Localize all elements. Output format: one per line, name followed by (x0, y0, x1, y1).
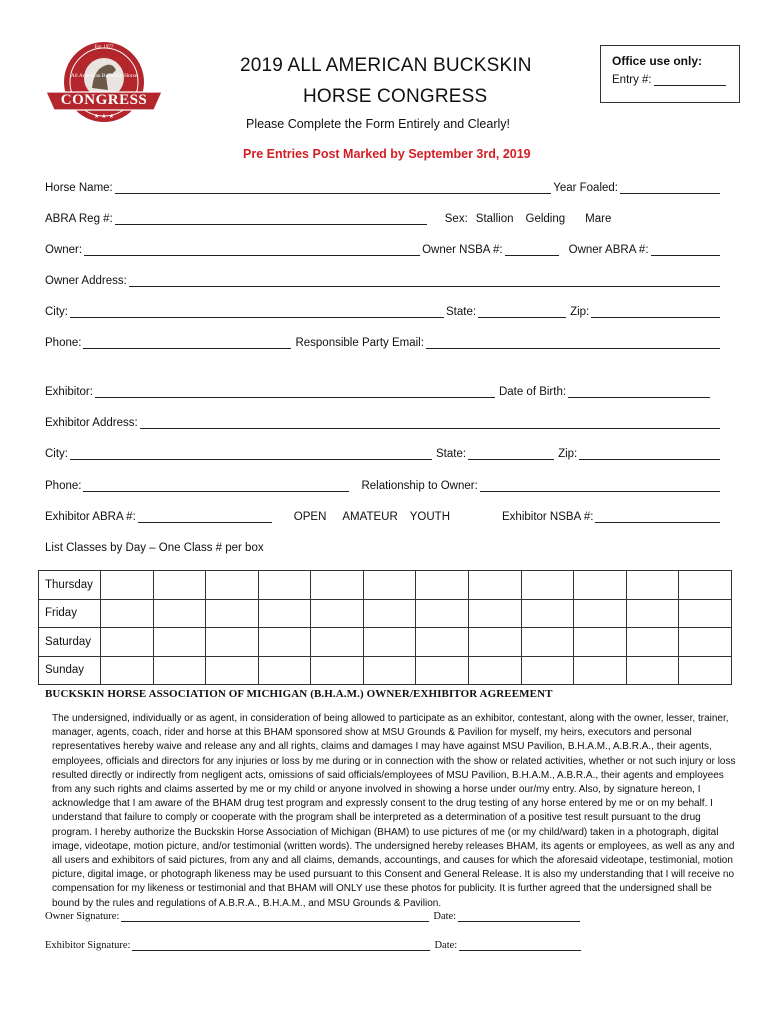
exhibitor-label: Exhibitor: (45, 386, 93, 398)
abra-reg-label: ABRA Reg #: (45, 213, 113, 225)
exhibitor-address-label: Exhibitor Address: (45, 417, 138, 429)
class-number-box[interactable] (626, 628, 679, 657)
office-use-heading: Office use only: (612, 54, 703, 68)
form-instructions: Please Complete the Form Entirely and Clearly! (246, 117, 511, 131)
class-number-box[interactable] (311, 656, 364, 685)
owner-nsba-label: Owner NSBA #: (422, 244, 503, 256)
class-number-box[interactable] (416, 628, 469, 657)
owner-blank[interactable] (84, 244, 420, 256)
relationship-blank[interactable] (480, 480, 720, 492)
row-owner-phone (45, 337, 722, 349)
exhibitor-blank[interactable] (95, 386, 495, 398)
division-option-youth[interactable]: YOUTH (409, 511, 450, 523)
classes-heading: List Classes by Day – One Class # per box (45, 542, 264, 554)
class-number-box[interactable] (258, 628, 311, 657)
row-exhibitor-phone (45, 480, 722, 492)
class-number-box[interactable] (153, 628, 206, 657)
class-number-box[interactable] (258, 599, 311, 628)
class-day-label: Saturday (39, 628, 101, 657)
congress-logo (42, 40, 166, 126)
class-number-box[interactable] (206, 656, 259, 685)
owner-signature-blank[interactable] (121, 911, 429, 922)
year-foaled-blank[interactable] (620, 182, 720, 194)
sex-option-gelding[interactable]: Gelding (525, 213, 566, 225)
owner-phone-blank[interactable] (83, 337, 291, 349)
exhibitor-abra-label: Exhibitor ABRA #: (45, 511, 136, 523)
class-number-box[interactable] (679, 656, 732, 685)
class-number-box[interactable] (363, 599, 416, 628)
exhibitor-city-blank[interactable] (70, 448, 432, 460)
class-number-box[interactable] (574, 599, 627, 628)
exhibitor-state-blank[interactable] (468, 448, 554, 460)
relationship-label: Relationship to Owner: (361, 480, 478, 492)
class-number-box[interactable] (416, 656, 469, 685)
row-exhibitor-abra (45, 511, 722, 523)
owner-abra-blank[interactable] (651, 244, 720, 256)
exhibitor-zip-blank[interactable] (579, 448, 720, 460)
class-number-box[interactable] (679, 628, 732, 657)
row-owner-address (45, 275, 722, 287)
responsible-email-label: Responsible Party Email: (295, 337, 424, 349)
class-number-box[interactable] (363, 656, 416, 685)
entry-number-blank[interactable] (654, 74, 726, 86)
class-number-box[interactable] (311, 628, 364, 657)
exhibitor-zip-label: Zip: (558, 448, 578, 460)
row-horse-name (45, 182, 722, 194)
class-number-box[interactable] (101, 599, 154, 628)
class-number-box[interactable] (206, 599, 259, 628)
row-exhibitor-signature (45, 940, 583, 951)
sex-option-stallion[interactable]: Stallion (475, 213, 514, 225)
exhibitor-state-label: State: (436, 448, 467, 460)
class-number-box[interactable] (258, 656, 311, 685)
owner-state-blank[interactable] (478, 306, 566, 318)
exhibitor-phone-label: Phone: (45, 480, 82, 492)
row-owner (45, 244, 722, 256)
office-use-box (600, 45, 740, 103)
class-number-box[interactable] (679, 599, 732, 628)
class-row-friday (39, 599, 732, 628)
row-owner-signature (45, 911, 582, 922)
responsible-email-blank[interactable] (426, 337, 720, 349)
svg-text:★ ★ ★: ★ ★ ★ (94, 113, 114, 120)
class-number-box[interactable] (101, 656, 154, 685)
class-number-box[interactable] (521, 599, 574, 628)
owner-date-blank[interactable] (458, 911, 580, 922)
exhibitor-signature-blank[interactable] (132, 940, 430, 951)
owner-label: Owner: (45, 244, 83, 256)
class-number-box[interactable] (206, 571, 259, 600)
class-number-box[interactable] (469, 656, 522, 685)
owner-state-label: State: (446, 306, 477, 318)
division-option-open[interactable]: OPEN (293, 511, 327, 523)
division-option-amateur[interactable]: AMATEUR (342, 511, 398, 523)
class-number-box[interactable] (153, 599, 206, 628)
exhibitor-abra-blank[interactable] (138, 511, 272, 523)
owner-city-blank[interactable] (70, 306, 444, 318)
row-owner-city (45, 306, 722, 318)
owner-nsba-blank[interactable] (505, 244, 559, 256)
exhibitor-signature-label: Exhibitor Signature: (45, 940, 131, 951)
exhibitor-nsba-label: Exhibitor NSBA #: (502, 511, 594, 523)
class-number-box[interactable] (311, 571, 364, 600)
class-row-saturday (39, 628, 732, 657)
class-number-box[interactable] (469, 599, 522, 628)
owner-city-label: City: (45, 306, 68, 318)
sex-label: Sex: (444, 213, 468, 225)
class-number-box[interactable] (416, 571, 469, 600)
class-number-box[interactable] (521, 656, 574, 685)
class-row-thursday (39, 571, 732, 600)
class-day-label: Friday (39, 599, 101, 628)
agreement-body: The undersigned, individually or as agent, in consideration of being allowed to participate as an exhibitor, contestant, along with the owner, lesser, trainer, manager, agents, coach, rider and horse at this BHAM sponsored show at MSU Grounds & Pavilion for myself, my heirs, executors and personal representatives hereby waive and release any and all rights, claims and damages I may have against MSU Pavilion, B.H.A.M., A.B.R.A., their agents, employees, officials and directors for any injuries or loss by me during or in connection with the show or related activities, whether or not such injury or loss resulted directly or indirectly from negligent acts, omissions of said officials/employees of MSU Pavilion, B.H.A.M., A.B.R.A., their agents and employees from any such rights and claims asserted by me or my child or anyone involved in showing a horse under our/my entry. Also, by signature hereon, I acknowledge that I am aware of the BHAM drug test program and expressly consent to the drug testing of any horse entered by me or on my behalf. I understand that failure to comply or cooperate with the program shall be interpreted as a determination of a positive test result pursuant to the drug program. I hereby authorize the Buckskin Horse Association of Michigan (BHAM) to use pictures of me (or my child/ward) taken in a photograph, digital image, videotape, motion picture, and/or testimonial (written words). The undersigned hereby releases BHAM, its agents or employees, as well as any and all users and exhibitors of said pictures, from any and all claims, demands, accountings, and causes for which the aforesaid videotape, testimonial, motion picture, digital image, or photograph likeness may be used pursuant to this Consent and General Release. It is also my understanding that I will receive no compensation for my likeness or testimonial and that BHAM will ONLY use these photos for publicity. It is further agreed that the undersigned shall be bound by the rules and regulations of A.B.R.A., B.H.A.M., and MSU Grounds & Pavilion. (52, 713, 736, 909)
class-number-box[interactable] (521, 571, 574, 600)
class-number-box[interactable] (626, 656, 679, 685)
exhibitor-date-blank[interactable] (459, 940, 581, 951)
class-number-box[interactable] (416, 599, 469, 628)
row-exhibitor-city (45, 448, 722, 460)
owner-date-label: Date: (433, 911, 457, 922)
class-day-label: Thursday (39, 571, 101, 600)
exhibitor-address-blank[interactable] (140, 417, 720, 429)
exhibitor-date-label: Date: (434, 940, 458, 951)
class-number-box[interactable] (363, 628, 416, 657)
year-foaled-label: Year Foaled: (553, 182, 618, 194)
class-number-box[interactable] (574, 656, 627, 685)
class-number-box[interactable] (101, 628, 154, 657)
entry-number-label: Entry #: (612, 74, 652, 86)
exhibitor-city-label: City: (45, 448, 68, 460)
row-exhibitor-address (45, 417, 722, 429)
classes-table (38, 570, 732, 685)
owner-address-blank[interactable] (129, 275, 720, 287)
class-number-box[interactable] (469, 571, 522, 600)
dob-label: Date of Birth: (498, 386, 567, 398)
agreement-title: BUCKSKIN HORSE ASSOCIATION OF MICHIGAN (B.H.A.M.) OWNER/EXHIBITOR AGREEMENT (45, 688, 553, 700)
class-number-box[interactable] (574, 628, 627, 657)
sex-option-mare[interactable]: Mare (585, 213, 612, 225)
form-title-line2: HORSE CONGRESS (303, 86, 488, 107)
horse-name-label: Horse Name: (45, 182, 113, 194)
owner-zip-blank[interactable] (591, 306, 720, 318)
owner-address-label: Owner Address: (45, 275, 127, 287)
class-number-box[interactable] (574, 571, 627, 600)
class-number-box[interactable] (469, 628, 522, 657)
class-number-box[interactable] (258, 571, 311, 600)
class-number-box[interactable] (153, 656, 206, 685)
deadline-notice: Pre Entries Post Marked by September 3rd, 2019 (243, 147, 531, 161)
owner-abra-label: Owner ABRA #: (568, 244, 649, 256)
class-number-box[interactable] (679, 571, 732, 600)
owner-phone-label: Phone: (45, 337, 82, 349)
entry-number-field[interactable] (612, 74, 728, 86)
logo-graphic (42, 40, 166, 126)
logo-est-text: Est. 1977 (94, 45, 114, 50)
row-abra-reg (45, 213, 722, 225)
class-number-box[interactable] (626, 571, 679, 600)
class-number-box[interactable] (311, 599, 364, 628)
logo-ring-text: All American Buckskin Horse (70, 73, 138, 79)
class-number-box[interactable] (626, 599, 679, 628)
class-day-label: Sunday (39, 656, 101, 685)
dob-blank[interactable] (568, 386, 710, 398)
exhibitor-phone-blank[interactable] (83, 480, 349, 492)
form-title-line1: 2019 ALL AMERICAN BUCKSKIN (240, 55, 532, 76)
class-number-box[interactable] (101, 571, 154, 600)
owner-signature-label: Owner Signature: (45, 911, 120, 922)
abra-reg-blank[interactable] (115, 213, 427, 225)
class-row-sunday (39, 656, 732, 685)
class-number-box[interactable] (206, 628, 259, 657)
logo-banner-text: CONGRESS (60, 92, 148, 108)
class-number-box[interactable] (521, 628, 574, 657)
row-exhibitor (45, 386, 722, 398)
horse-name-blank[interactable] (115, 182, 551, 194)
exhibitor-nsba-blank[interactable] (595, 511, 720, 523)
owner-zip-label: Zip: (570, 306, 590, 318)
class-number-box[interactable] (153, 571, 206, 600)
class-number-box[interactable] (363, 571, 416, 600)
